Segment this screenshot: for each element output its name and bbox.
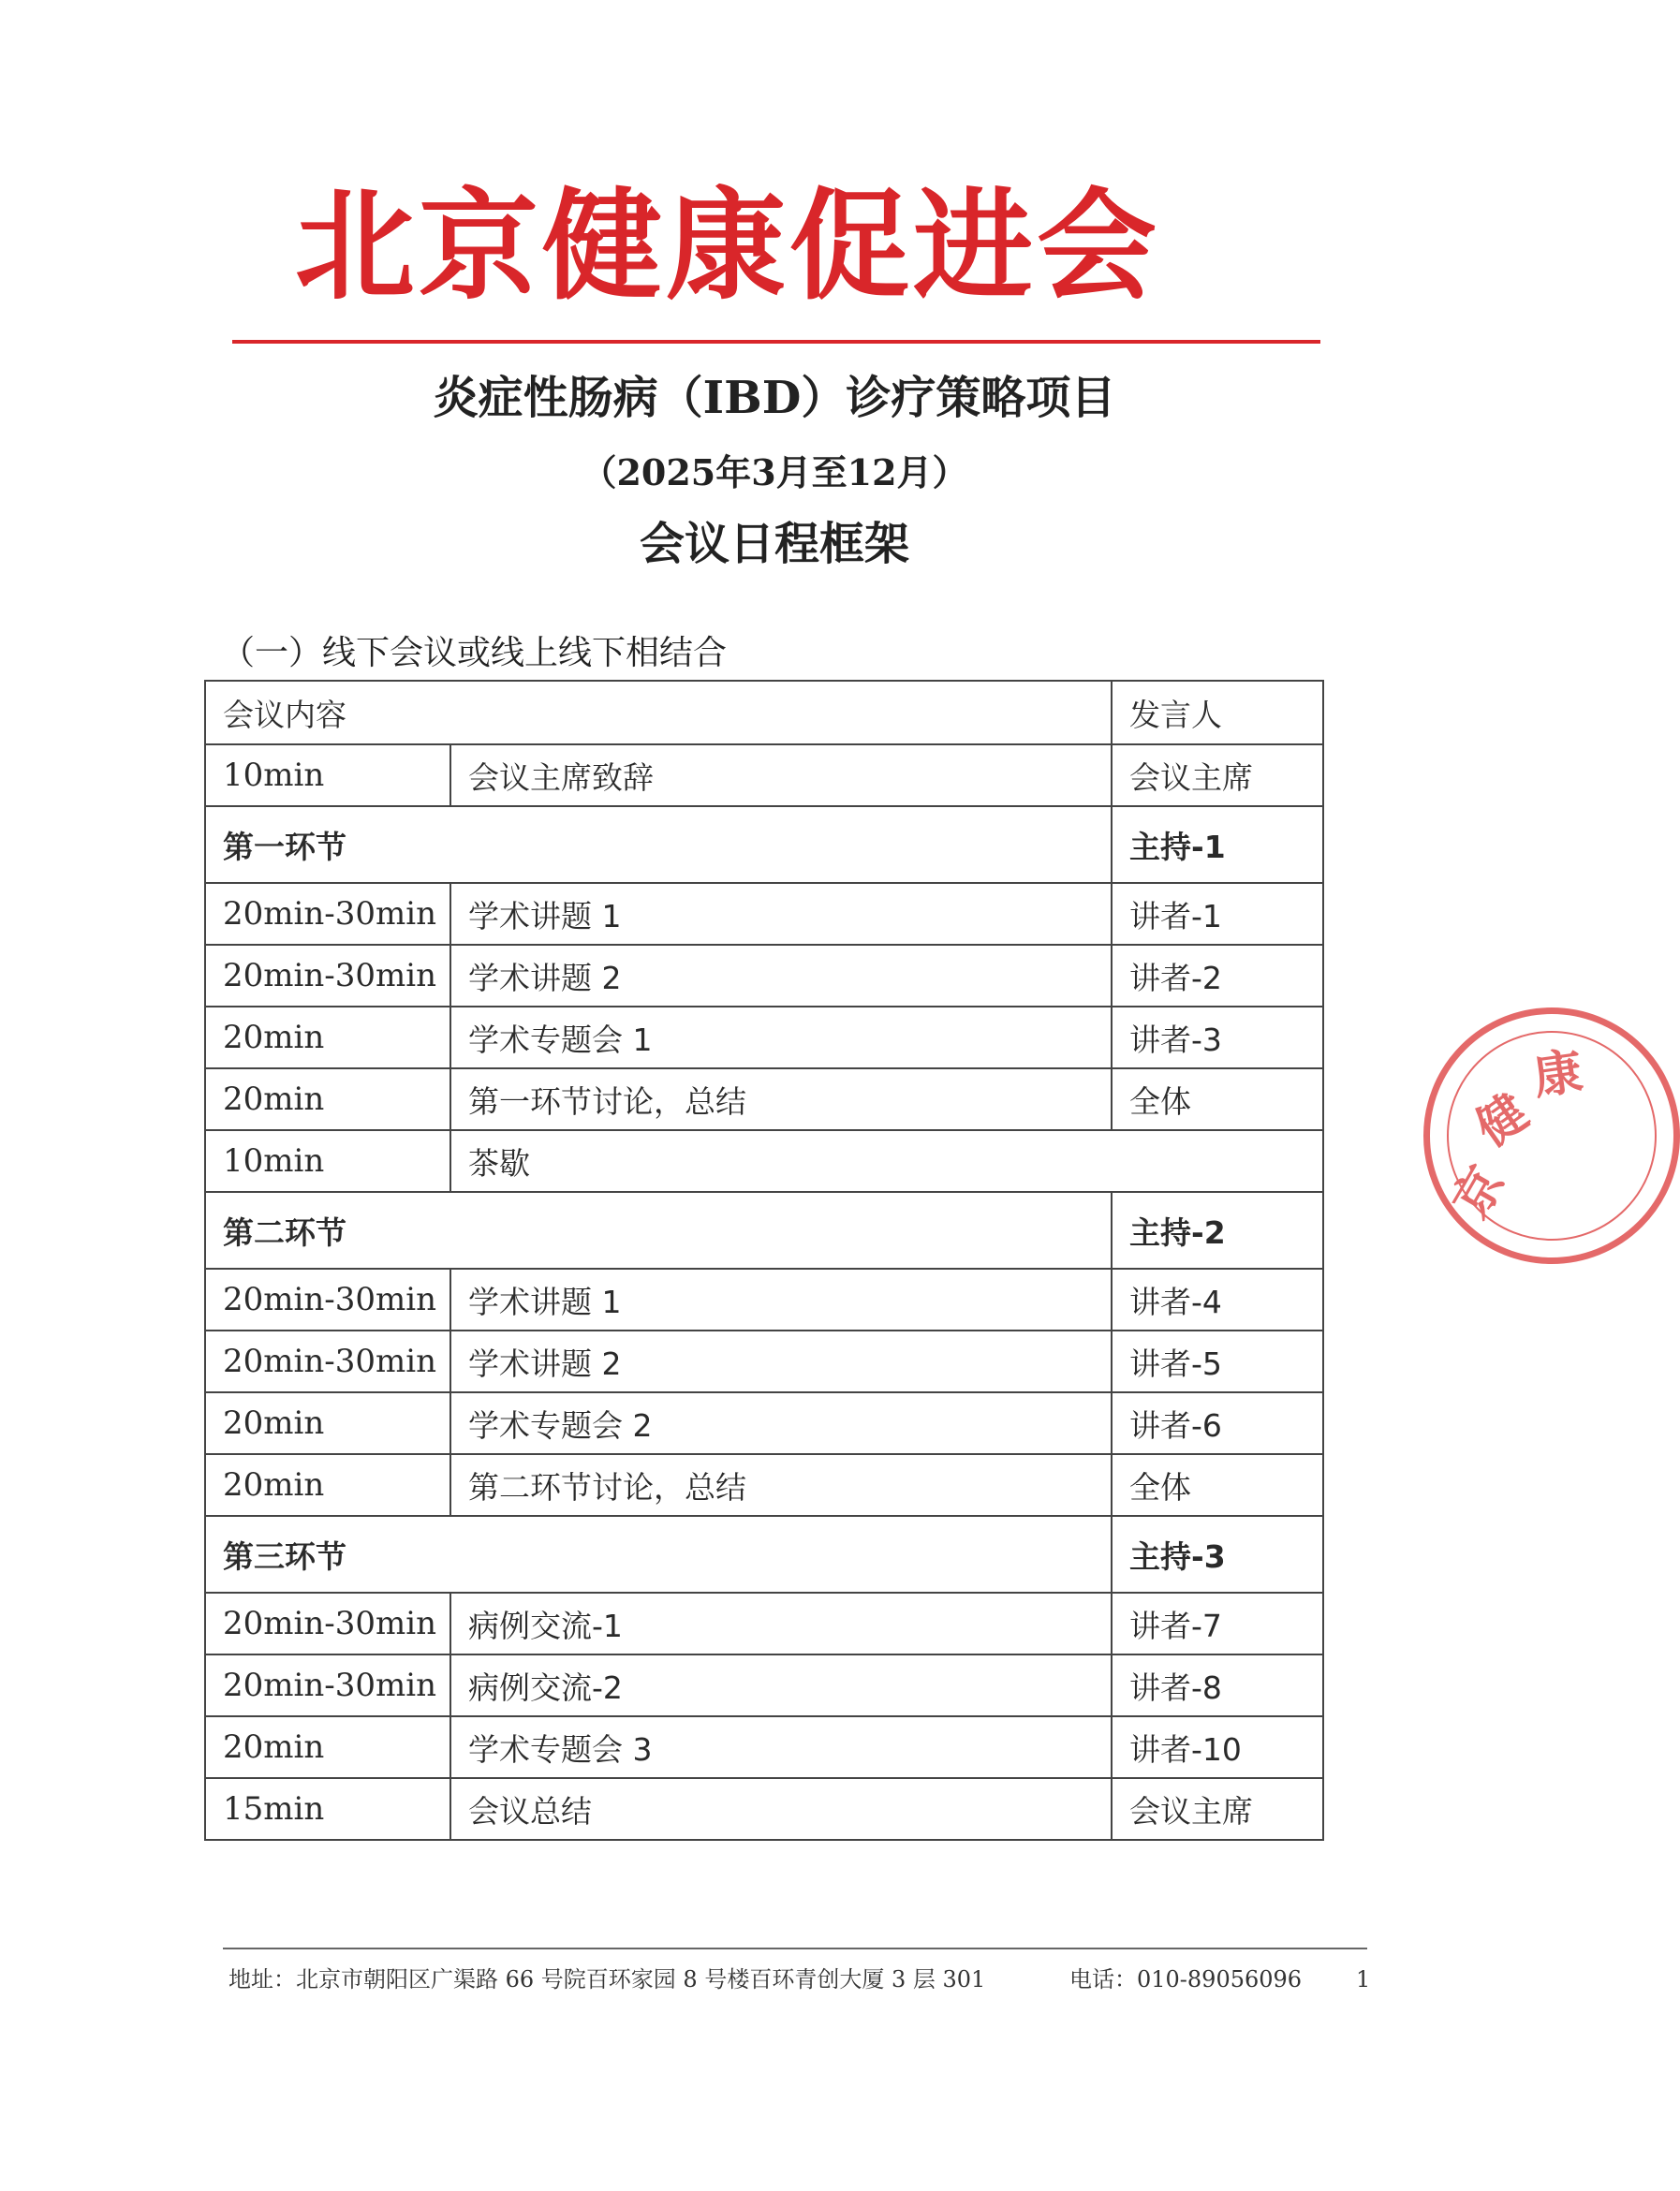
agenda-item-row [205, 1778, 1323, 1840]
item-duration: 20min [205, 1454, 450, 1516]
item-speaker: 讲者-1 [1112, 883, 1323, 945]
agenda-header-row [205, 681, 1323, 744]
item-duration: 20min-30min [205, 945, 450, 1007]
item-topic: 会议总结 [450, 1778, 1112, 1840]
agenda-section-row [205, 806, 1323, 883]
agenda-item-row [205, 1068, 1323, 1130]
agenda-item-row [205, 945, 1323, 1007]
item-topic: 学术讲题 2 [450, 1331, 1112, 1392]
footer-address: 地址：北京市朝阳区广渠路 66 号院百环家园 8 号楼百环青创大厦 3 层 301 [228, 1966, 986, 1992]
item-topic: 病例交流-2 [450, 1654, 1112, 1716]
page-number: 1 [1356, 1966, 1371, 1992]
agenda-item-row [205, 1654, 1323, 1716]
agenda-item-row [205, 1269, 1323, 1331]
item-duration: 10min [205, 744, 450, 806]
item-topic: 第一环节讨论，总结 [450, 1068, 1112, 1130]
agenda-item-row [205, 1454, 1323, 1516]
item-speaker: 会议主席 [1112, 1778, 1323, 1840]
agenda-item-row [205, 1130, 1323, 1192]
document-title: 会议日程框架 [639, 518, 909, 570]
item-duration: 20min-30min [205, 883, 450, 945]
item-duration: 10min [205, 1130, 450, 1192]
item-duration: 20min [205, 1007, 450, 1068]
item-speaker: 讲者-4 [1112, 1269, 1323, 1331]
agenda-item-row [205, 1593, 1323, 1654]
item-topic: 病例交流-1 [450, 1593, 1112, 1654]
item-speaker: 会议主席 [1112, 744, 1323, 806]
item-speaker: 讲者-8 [1112, 1654, 1323, 1716]
section-host: 主持-1 [1112, 806, 1323, 883]
item-speaker: 讲者-5 [1112, 1331, 1323, 1392]
item-speaker: 全体 [1112, 1454, 1323, 1516]
letterhead-divider [232, 340, 1320, 344]
item-speaker: 全体 [1112, 1068, 1323, 1130]
agenda-item-row [205, 1331, 1323, 1392]
agenda-item-row [205, 744, 1323, 806]
section-host: 主持-2 [1112, 1192, 1323, 1269]
item-topic: 学术讲题 1 [450, 883, 1112, 945]
item-duration: 20min-30min [205, 1654, 450, 1716]
item-topic: 学术专题会 1 [450, 1007, 1112, 1068]
section-heading: （一）线下会议或线上线下相结合 [221, 634, 728, 672]
item-topic: 学术专题会 3 [450, 1716, 1112, 1778]
agenda-table [204, 680, 1324, 1841]
item-duration: 20min [205, 1716, 450, 1778]
agenda-item-row [205, 1392, 1323, 1454]
agenda-item-row [205, 883, 1323, 945]
footer-phone: 电话：010-89056096 [1069, 1966, 1303, 1992]
item-duration: 20min-30min [205, 1331, 450, 1392]
item-speaker: 讲者-7 [1112, 1593, 1323, 1654]
agenda-item-row [205, 1716, 1323, 1778]
official-seal [1423, 1007, 1680, 1264]
org-letterhead: 北京健康促进会 [294, 176, 1160, 316]
agenda-item-row [205, 1007, 1323, 1068]
item-duration: 20min-30min [205, 1269, 450, 1331]
project-period: （2025年3月至12月） [581, 451, 968, 493]
section-host: 主持-3 [1112, 1516, 1323, 1593]
item-topic: 第二环节讨论，总结 [450, 1454, 1112, 1516]
agenda-section-row [205, 1192, 1323, 1269]
item-topic: 学术讲题 1 [450, 1269, 1112, 1331]
seal-char: 康 [1529, 1042, 1586, 1107]
footer-divider [223, 1948, 1367, 1949]
section-title: 第一环节 [205, 806, 1112, 883]
item-duration: 20min [205, 1392, 450, 1454]
agenda-section-row [205, 1516, 1323, 1593]
section-title: 第二环节 [205, 1192, 1112, 1269]
item-speaker: 讲者-10 [1112, 1716, 1323, 1778]
item-duration: 20min-30min [205, 1593, 450, 1654]
seal-char: 京 [1441, 1156, 1516, 1228]
header-speaker: 发言人 [1112, 681, 1323, 744]
item-topic: 学术讲题 2 [450, 945, 1112, 1007]
item-speaker: 讲者-2 [1112, 945, 1323, 1007]
item-speaker: 讲者-6 [1112, 1392, 1323, 1454]
seal-char: 健 [1466, 1082, 1539, 1158]
item-topic: 茶歇 [450, 1130, 1323, 1192]
item-topic: 会议主席致辞 [450, 744, 1112, 806]
item-duration: 20min [205, 1068, 450, 1130]
header-content: 会议内容 [205, 681, 1112, 744]
project-title: 炎症性肠病（IBD）诊疗策略项目 [433, 372, 1116, 424]
section-title: 第三环节 [205, 1516, 1112, 1593]
item-duration: 15min [205, 1778, 450, 1840]
item-topic: 学术专题会 2 [450, 1392, 1112, 1454]
item-speaker: 讲者-3 [1112, 1007, 1323, 1068]
